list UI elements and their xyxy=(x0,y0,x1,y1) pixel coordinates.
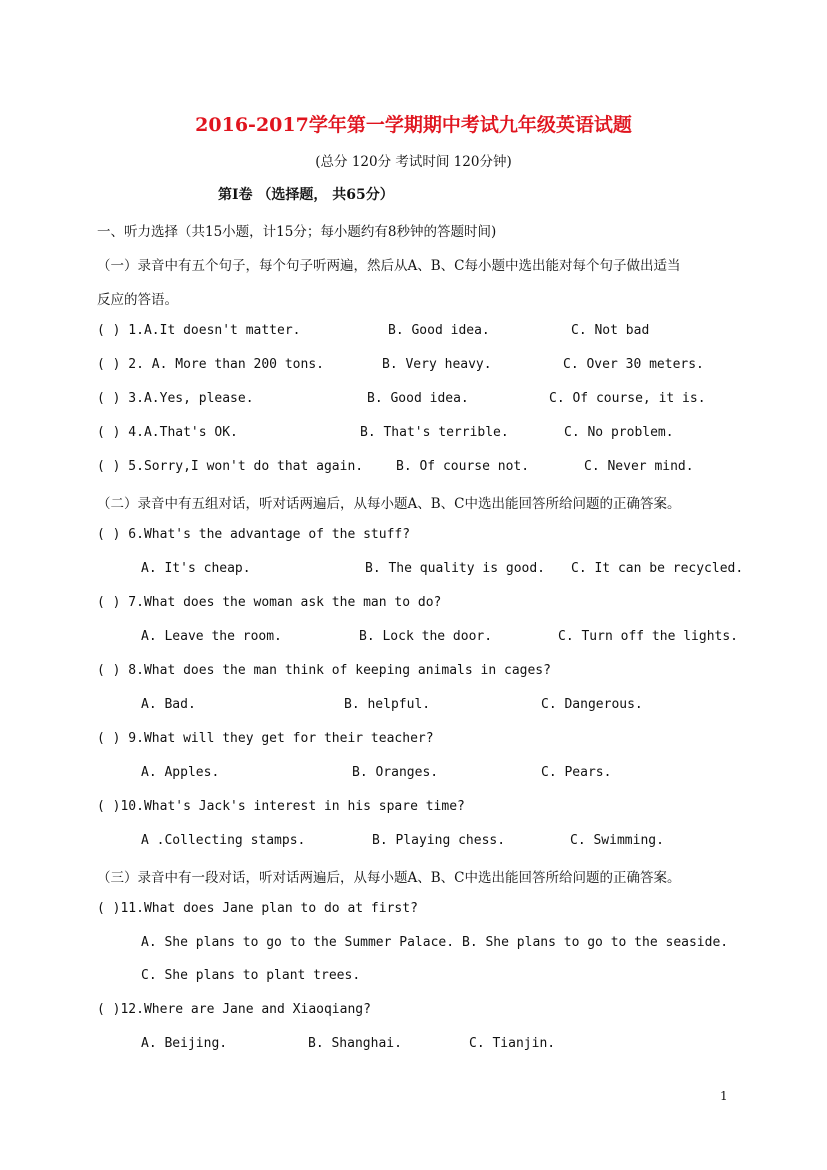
option-b: B. That's terrible. xyxy=(360,425,509,440)
instruction: （二）录音中有五组对话，听对话两遍后，从每小题A、B、C中选出能回答所给问题的正确答案。 xyxy=(97,496,681,512)
option-b: B. Very heavy. xyxy=(382,357,492,372)
instruction: （一）录音中有五个句子，每个句子听两遍，然后从A、B、C每小题中选出能对每个句子做出适当 xyxy=(97,258,681,274)
option-b: B. Shanghai. xyxy=(308,1036,402,1051)
question-2: ( ) 2. A. More than 200 tons. xyxy=(97,357,324,372)
option-c: C. Turn off the lights. xyxy=(558,629,739,644)
part-heading: 第Ⅰ卷 （选择题， 共65分） xyxy=(218,187,394,203)
option-c: C. Tianjin. xyxy=(469,1036,556,1051)
option-a: A. Apples. xyxy=(141,765,220,780)
question-7: ( ) 7.What does the woman ask the man to do? xyxy=(97,595,442,610)
exam-subtitle: (总分 120分 考试时间 120分钟) xyxy=(315,154,512,170)
question-12: ( )12.Where are Jane and Xiaoqiang? xyxy=(97,1002,371,1017)
question-1: ( ) 1.A.It doesn't matter. xyxy=(97,323,301,338)
option-c: C. Over 30 meters. xyxy=(563,357,704,372)
option-a: A. Leave the room. xyxy=(141,629,282,644)
question-11: ( )11.What does Jane plan to do at first? xyxy=(97,901,418,916)
option-b: B. The quality is good. xyxy=(365,561,546,576)
section-heading: 一、听力选择（共15小题，计15分；每小题约有8秒钟的答题时间) xyxy=(97,224,497,240)
instruction-continued: 反应的答语。 xyxy=(97,292,178,308)
option-b: B. Of course not. xyxy=(396,459,530,474)
option-c: C. Of course, it is. xyxy=(549,391,706,406)
option-c: C. Pears. xyxy=(541,765,612,780)
page-number: 1 xyxy=(720,1089,728,1103)
option-a: A. Bad. xyxy=(141,697,196,712)
instruction: （三）录音中有一段对话，听对话两遍后，从每小题A、B、C中选出能回答所给问题的正确答案。 xyxy=(97,870,681,886)
option-c: C. Dangerous. xyxy=(541,697,643,712)
question-10: ( )10.What's Jack's interest in his spare time? xyxy=(97,799,465,814)
option-a: A. It's cheap. xyxy=(141,561,251,576)
question-4: ( ) 4.A.That's OK. xyxy=(97,425,238,440)
option-c: C. Not bad xyxy=(571,323,650,338)
option-c: C. It can be recycled. xyxy=(571,561,744,576)
option-c: C. No problem. xyxy=(564,425,674,440)
option-b: B. Playing chess. xyxy=(372,833,506,848)
option-c: C. She plans to plant trees. xyxy=(141,968,361,983)
option-b: B. Lock the door. xyxy=(359,629,493,644)
option-b: B. helpful. xyxy=(344,697,431,712)
question-9: ( ) 9.What will they get for their teacher? xyxy=(97,731,434,746)
option-c: C. Swimming. xyxy=(570,833,664,848)
option-b: B. Good idea. xyxy=(367,391,469,406)
option-b: B. Good idea. xyxy=(388,323,490,338)
option-b: B. Oranges. xyxy=(352,765,439,780)
question-5: ( ) 5.Sorry,I won't do that again. xyxy=(97,459,364,474)
question-8: ( ) 8.What does the man think of keeping animals in cages? xyxy=(97,663,551,678)
option-a: A .Collecting stamps. xyxy=(141,833,306,848)
question-3: ( ) 3.A.Yes, please. xyxy=(97,391,254,406)
option-a: A. She plans to go to the Summer Palace. xyxy=(141,935,455,950)
question-6: ( ) 6.What's the advantage of the stuff? xyxy=(97,527,411,542)
option-c: C. Never mind. xyxy=(584,459,694,474)
exam-title: 2016-2017学年第一学期期中考试九年级英语试题 xyxy=(195,114,632,136)
option-b: B. She plans to go to the seaside. xyxy=(462,935,729,950)
option-a: A. Beijing. xyxy=(141,1036,228,1051)
